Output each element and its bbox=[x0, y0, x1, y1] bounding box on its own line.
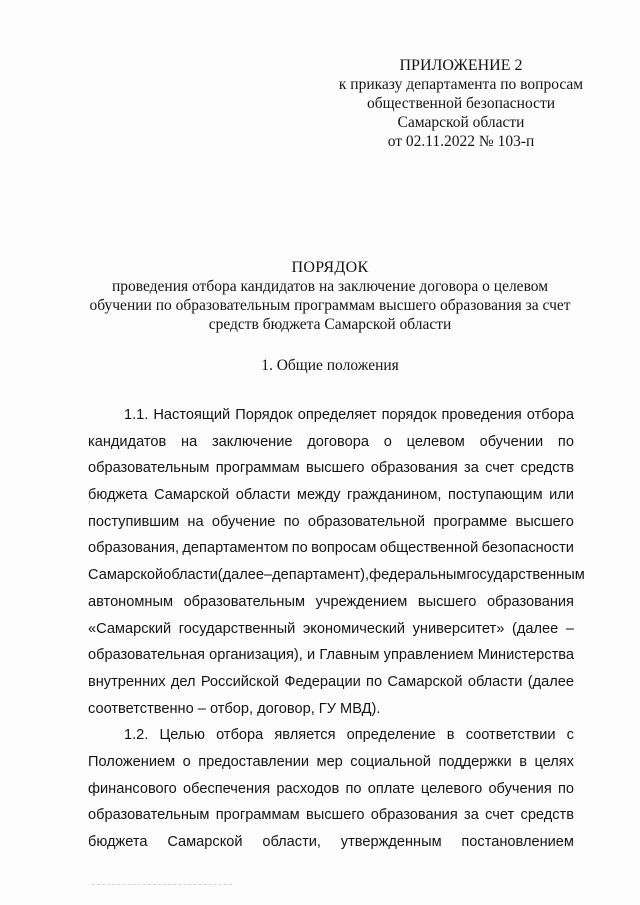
text-word: Самарской bbox=[88, 567, 164, 584]
text-word: управлением bbox=[383, 647, 474, 664]
text-word: отбора bbox=[216, 727, 264, 744]
text-word: порядок bbox=[381, 407, 437, 423]
text-word: безопасности bbox=[481, 540, 574, 557]
section-heading: 1. Общие положения bbox=[261, 357, 399, 374]
text-word: высшего bbox=[515, 513, 574, 530]
text-word: обучение bbox=[211, 513, 276, 530]
text-word: образования bbox=[370, 807, 458, 824]
text-word: Главным bbox=[319, 647, 380, 664]
text-word: обучения bbox=[488, 780, 552, 797]
text-word: Порядок bbox=[235, 407, 293, 423]
text-word: гражданином, bbox=[347, 487, 442, 504]
text-word: экономический bbox=[302, 620, 406, 637]
text-word: образовательная bbox=[88, 647, 205, 664]
text-word: «Самарский bbox=[88, 620, 172, 637]
text-word: отбора bbox=[526, 407, 574, 423]
text-word: утвержденным bbox=[340, 834, 442, 850]
text-word: Самарской bbox=[167, 834, 243, 850]
text-word: предоставлении bbox=[198, 753, 310, 770]
text-word: по bbox=[283, 513, 300, 530]
text-word: кандидатов bbox=[88, 433, 167, 450]
text-word: за bbox=[464, 807, 479, 824]
text-word: счет bbox=[485, 807, 515, 824]
text-word: Самарской bbox=[387, 673, 463, 690]
text-word: дел bbox=[170, 673, 196, 690]
document-heading: ПОРЯДОК bbox=[291, 259, 369, 276]
text-word: обеспечения bbox=[183, 780, 271, 797]
text-word: бюджета bbox=[88, 487, 148, 504]
text-line bbox=[88, 535, 574, 562]
text-word: по bbox=[557, 433, 574, 450]
text-word: по bbox=[345, 780, 362, 797]
text-word: высшего bbox=[305, 807, 365, 824]
text-word: договора bbox=[307, 433, 369, 450]
text-word: Российской bbox=[200, 673, 280, 690]
text-word: целевом bbox=[406, 433, 465, 450]
text-word: определение bbox=[346, 727, 436, 744]
text-word: государственный bbox=[178, 620, 296, 637]
text-line bbox=[88, 589, 574, 616]
text-word: проведения bbox=[441, 407, 522, 423]
appendix-line: к приказу департамента по вопросам bbox=[338, 76, 584, 93]
text-word: о bbox=[383, 433, 392, 450]
text-word: средств bbox=[520, 807, 574, 824]
document-subtitle-line: проведения отбора кандидатов на заключение договора о целевом bbox=[111, 278, 549, 295]
text-word: образовательной bbox=[307, 513, 426, 530]
document-subtitle-line: обучении по образовательным программам высшего образования за счет bbox=[89, 297, 571, 314]
text-word: поступающим bbox=[447, 487, 543, 504]
text-word: Федерации bbox=[284, 673, 361, 690]
appendix-title: ПРИЛОЖЕНИЕ 2 bbox=[399, 57, 523, 74]
text-word: финансового bbox=[88, 780, 177, 797]
text-word: за bbox=[464, 460, 479, 477]
text-word: (далее bbox=[527, 673, 574, 690]
appendix-line: от 02.11.2022 № 103-п bbox=[387, 133, 535, 150]
text-word: 1.2. bbox=[124, 727, 149, 744]
text-word: определяет bbox=[297, 407, 377, 423]
text-word: программам bbox=[215, 807, 300, 824]
text-word: оплате bbox=[367, 780, 415, 797]
text-word: области bbox=[163, 567, 218, 584]
text-word: по bbox=[291, 540, 308, 557]
text-line bbox=[88, 482, 574, 509]
text-word: целевого bbox=[420, 780, 483, 797]
text-line bbox=[88, 402, 574, 429]
text-word: обучении bbox=[479, 433, 544, 450]
text-word: социальной bbox=[350, 753, 431, 770]
text-word: о bbox=[182, 753, 191, 770]
text-line bbox=[88, 749, 574, 776]
appendix-header bbox=[330, 56, 592, 151]
text-word: по bbox=[557, 780, 574, 797]
text-word: счет bbox=[485, 460, 515, 477]
text-word: организация), bbox=[209, 647, 303, 664]
text-word: общественной bbox=[379, 540, 479, 557]
text-word: области bbox=[235, 487, 291, 504]
text-word: программам bbox=[215, 460, 300, 477]
text-word: мер bbox=[316, 753, 343, 770]
text-line bbox=[88, 669, 574, 696]
text-word: расходов bbox=[276, 780, 340, 797]
text-word: (далее bbox=[511, 620, 559, 637]
text-word: программе bbox=[433, 513, 508, 530]
text-word: образовательным bbox=[183, 593, 305, 610]
text-word: целях bbox=[534, 753, 574, 770]
text-word: университет» bbox=[412, 620, 505, 637]
text-word: высшего bbox=[305, 460, 365, 477]
text-word: поступившим bbox=[88, 513, 180, 530]
text-word: департамент), bbox=[272, 567, 370, 584]
text-word: между bbox=[296, 487, 341, 504]
text-word: в bbox=[519, 753, 527, 770]
text-line bbox=[88, 642, 574, 669]
text-word: – bbox=[565, 620, 574, 637]
text-word: учреждением bbox=[315, 593, 408, 610]
text-word: 1.1. bbox=[124, 407, 149, 423]
text-line bbox=[88, 722, 574, 749]
scan-artifact bbox=[92, 884, 232, 887]
text-line bbox=[88, 509, 574, 536]
text-line bbox=[88, 562, 585, 589]
text-word: департаментом bbox=[182, 540, 289, 557]
text-line bbox=[88, 696, 574, 723]
text-word: поддержки bbox=[438, 753, 512, 770]
text-word: на bbox=[181, 433, 198, 450]
text-word: заключение bbox=[211, 433, 293, 450]
appendix-line: Самарской области bbox=[397, 114, 525, 131]
text-word: с bbox=[566, 727, 574, 744]
text-word: образования bbox=[370, 460, 458, 477]
text-word: образования bbox=[486, 593, 574, 610]
text-word: области bbox=[467, 673, 523, 690]
text-word: Самарской bbox=[154, 487, 230, 504]
text-line bbox=[88, 776, 574, 803]
text-line bbox=[88, 829, 574, 856]
text-word: и bbox=[307, 647, 316, 664]
text-word: или bbox=[549, 487, 574, 504]
text-line bbox=[88, 802, 574, 829]
text-line bbox=[88, 455, 574, 482]
text-word: образования, bbox=[88, 540, 180, 557]
body-text bbox=[88, 402, 585, 856]
text-word: высшего bbox=[417, 593, 477, 610]
text-word: на bbox=[187, 513, 204, 530]
text-word: постановлением bbox=[461, 834, 574, 850]
text-word: является bbox=[274, 727, 336, 744]
text-word: государственным bbox=[466, 567, 585, 584]
text-word: образовательным bbox=[88, 807, 210, 824]
text-word: по bbox=[366, 673, 383, 690]
text-word: области, bbox=[262, 834, 321, 850]
text-line bbox=[88, 429, 574, 456]
text-word: Настоящий bbox=[153, 407, 231, 423]
text-word: соответственно – отбор, договор, ГУ МВД). bbox=[88, 700, 381, 717]
document-title bbox=[80, 258, 580, 334]
text-word: в bbox=[446, 727, 455, 744]
text-word: внутренних bbox=[88, 673, 166, 690]
text-word: соответствии bbox=[465, 727, 556, 744]
text-line bbox=[88, 616, 574, 643]
text-word: бюджета bbox=[88, 834, 148, 850]
text-word: (далее bbox=[217, 567, 265, 584]
text-word: образовательным bbox=[88, 460, 210, 477]
document-subtitle-line: средств бюджета Самарской области bbox=[208, 316, 452, 333]
text-word: Министерства bbox=[477, 647, 574, 664]
text-word: Положением bbox=[88, 753, 176, 770]
text-word: вопросам bbox=[311, 540, 377, 557]
text-word: Целью bbox=[159, 727, 205, 744]
text-word: федеральным bbox=[369, 567, 467, 584]
appendix-line: общественной безопасности bbox=[366, 95, 556, 112]
text-word: автономным bbox=[88, 593, 173, 610]
text-word: – bbox=[264, 567, 273, 584]
text-word: средств bbox=[520, 460, 574, 477]
